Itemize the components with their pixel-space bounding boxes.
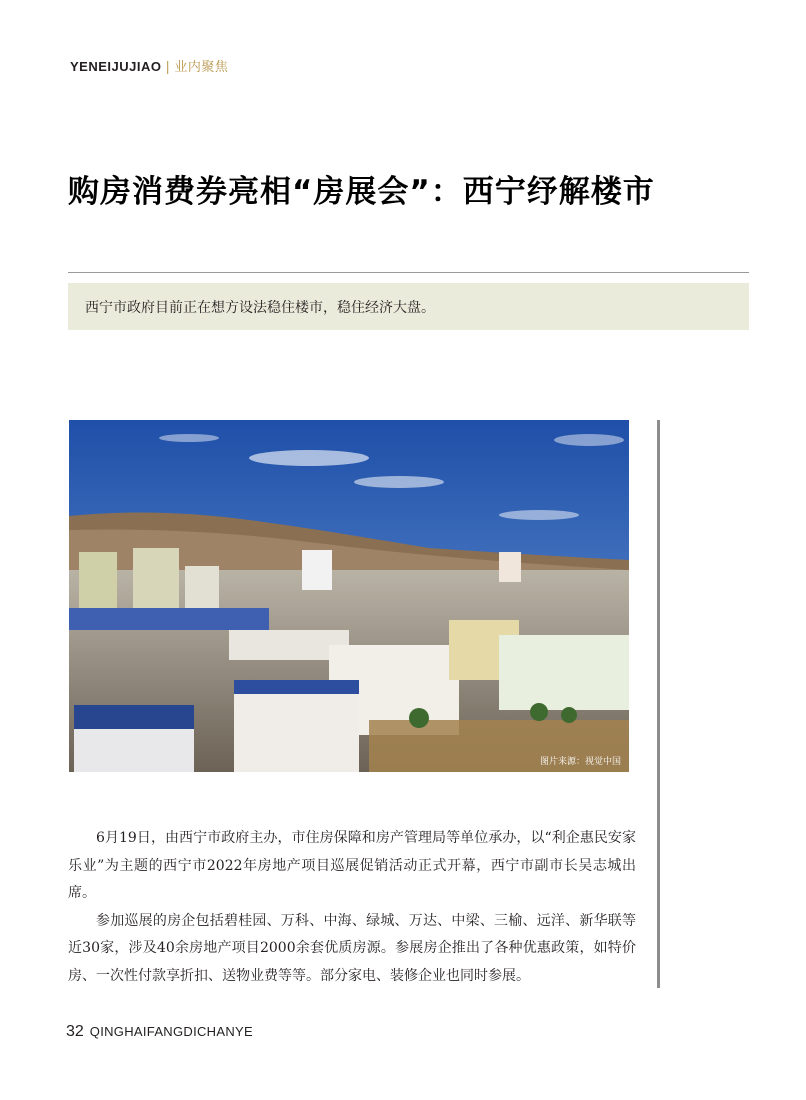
magazine-name: QINGHAIFANGDICHANYE <box>89 1024 253 1039</box>
article-title: 购房消费券亮相“房展会”：西宁纾解楼市 <box>68 174 655 210</box>
section-name-en: YENEIJUJIAO <box>70 59 162 74</box>
side-accent-bar <box>657 420 660 988</box>
page-number: 32 <box>66 1023 84 1040</box>
section-name-cn: 业内聚焦 <box>174 60 229 75</box>
body-paragraph: 6月19日，由西宁市政府主办，市住房保障和房产管理局等单位承办，以“利企惠民安家乐业”为主题的西宁市2022年房地产项目巡展促销活动正式开幕，西宁市副市长吴志城出席。 <box>68 830 636 901</box>
running-head <box>70 56 228 75</box>
body-paragraph: 参加巡展的房企包括碧桂园、万科、中海、绿城、万达、中梁、三榆、远洋、新华联等近30家，涉及40余房地产项目2000余套优质房源。参展房企推出了各种优惠政策，如特价房、一次性付款享折扣、送物业费等等。部分家电、装修企业也同时参展。 <box>68 912 636 984</box>
title-divider <box>68 272 749 273</box>
section-separator: | <box>165 60 171 75</box>
photo-credit: 图片来源：视觉中国 <box>539 757 621 767</box>
city-photo <box>69 420 629 772</box>
city-skyline-image <box>69 420 629 772</box>
article-abstract: 西宁市政府目前正在想方设法稳住楼市，稳住经济大盘。 <box>68 283 749 330</box>
page-footer <box>66 1023 253 1041</box>
article-body <box>68 825 636 990</box>
